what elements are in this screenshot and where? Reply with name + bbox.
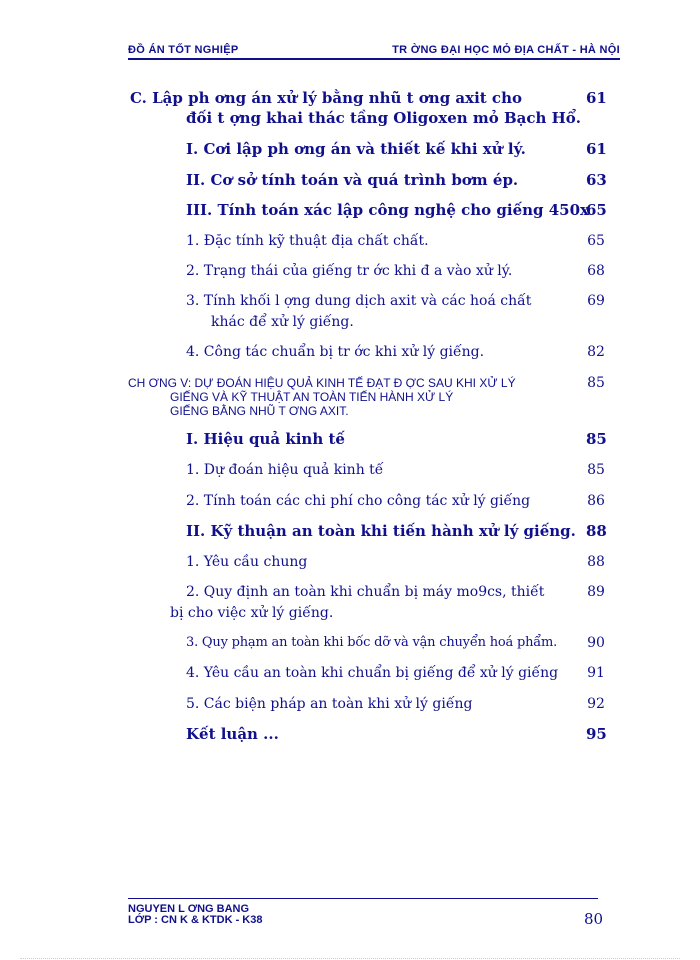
toc-entry-title: II. Kỹ thuận an toàn khi tiến hành xử lý giếng. bbox=[186, 522, 576, 540]
toc-entry-title: 1. Yêu cầu chung bbox=[186, 554, 308, 570]
toc-entry-page: 88 bbox=[586, 522, 607, 540]
toc-entry-page: 63 bbox=[586, 171, 607, 189]
toc-entry-page: 89 bbox=[587, 584, 605, 600]
header-left-title: ĐỒ ÁN TỐT NGHIỆP bbox=[128, 44, 239, 56]
toc-entry-title: khác để xử lý giếng. bbox=[211, 314, 354, 330]
toc-entry-title: bị cho việc xử lý giếng. bbox=[170, 605, 334, 621]
toc-entry-title: Kết luận ... bbox=[186, 725, 279, 743]
toc-entry-title: I. Hiệu quả kinh tế bbox=[186, 430, 345, 448]
toc-entry-title: 1. Đặc tính kỹ thuật địa chất chất. bbox=[186, 233, 429, 249]
toc-entry-page: 85 bbox=[586, 430, 607, 448]
toc-entry-page: 95 bbox=[586, 725, 607, 743]
footer-author: NGUYỄN L ƠNG BẰNG bbox=[128, 904, 250, 915]
toc-entry-title: I. Cơi lập ph ơng án và thiết kế khi xử lý. bbox=[186, 140, 526, 158]
toc-entry-title: 2. Trạng thái của giếng tr ớc khi đ a vào xử lý. bbox=[186, 263, 513, 279]
toc-entry-title: 2. Quy định an toàn khi chuẩn bị máy mo9cs, thiết bbox=[186, 584, 545, 600]
footer-divider bbox=[128, 898, 598, 899]
toc-entry-title: 3. Tính khối l ợng dung dịch axit và các hoá chất bbox=[186, 293, 532, 309]
toc-entry-page: 88 bbox=[587, 554, 605, 570]
toc-entry-title: 4. Công tác chuẩn bị tr ớc khi xử lý giếng. bbox=[186, 344, 485, 360]
toc-entry-title: III. Tính toán xác lập công nghệ cho giếng 450x bbox=[186, 201, 590, 219]
header-right-title: TR ỜNG ĐẠI HỌC MỎ ĐỊA CHẤT - HÀ NỘI bbox=[392, 44, 620, 56]
toc-entry-title: 3. Quy phạm an toàn khi bốc dỡ và vận chuyển hoá phẩm. bbox=[186, 635, 558, 650]
toc-entry-page: 65 bbox=[586, 201, 607, 219]
toc-entry-title: đối t ợng khai thác tầng Oligoxen mỏ Bạch Hổ. bbox=[186, 109, 582, 127]
toc-entry-page: 69 bbox=[587, 293, 605, 309]
page-footer bbox=[128, 904, 608, 924]
toc-entry-title: 4. Yêu cầu an toàn khi chuẩn bị giếng để xử lý giếng bbox=[186, 665, 559, 681]
toc-entry-title: CH ƠNG V: DỰ ĐOÁN HIỆU QUẢ KINH TẾ ĐẠT Đ ỢC SAU KHI XỬ LÝ bbox=[128, 376, 516, 390]
toc-entry-title: 1. Dự đoán hiệu quả kinh tế bbox=[186, 462, 384, 478]
toc-entry-title: GIẾNG VÀ KỸ THUẬT AN TOÀN TIẾN HÀNH XỬ LÝ bbox=[170, 390, 454, 404]
toc-entry-page: 68 bbox=[587, 263, 605, 279]
toc-entry-page: 90 bbox=[587, 635, 605, 651]
toc-entry-title: II. Cơ sở tính toán và quá trình bơm ép. bbox=[186, 171, 519, 189]
toc-entry-page: 61 bbox=[586, 140, 607, 158]
toc-entry-title: 2. Tính toán các chi phí cho công tác xử lý giếng bbox=[186, 493, 531, 509]
toc-entry-page: 82 bbox=[587, 344, 605, 360]
page-number: 80 bbox=[584, 910, 604, 928]
page-header bbox=[128, 40, 620, 60]
toc-entry-page: 61 bbox=[586, 89, 607, 107]
toc-entry-page: 92 bbox=[587, 696, 605, 712]
footer-class: LỚP : CN K & KTDK - K38 bbox=[128, 914, 263, 924]
page-bottom-border bbox=[20, 958, 680, 959]
toc-entry-title: GIẾNG BẰNG NHŨ T ƠNG AXIT. bbox=[170, 404, 349, 418]
toc-entry-page: 85 bbox=[587, 462, 605, 478]
toc-entry-title: C. Lập ph ơng án xử lý bằng nhũ t ơng axit cho bbox=[130, 89, 522, 107]
toc-entry-page: 86 bbox=[587, 493, 605, 509]
toc-entry-page: 91 bbox=[587, 665, 605, 681]
toc-entry-title: 5. Các biện pháp an toàn khi xử lý giếng bbox=[186, 696, 473, 712]
toc-entry-page: 65 bbox=[587, 233, 605, 249]
toc-entry-page: 85 bbox=[587, 375, 605, 391]
